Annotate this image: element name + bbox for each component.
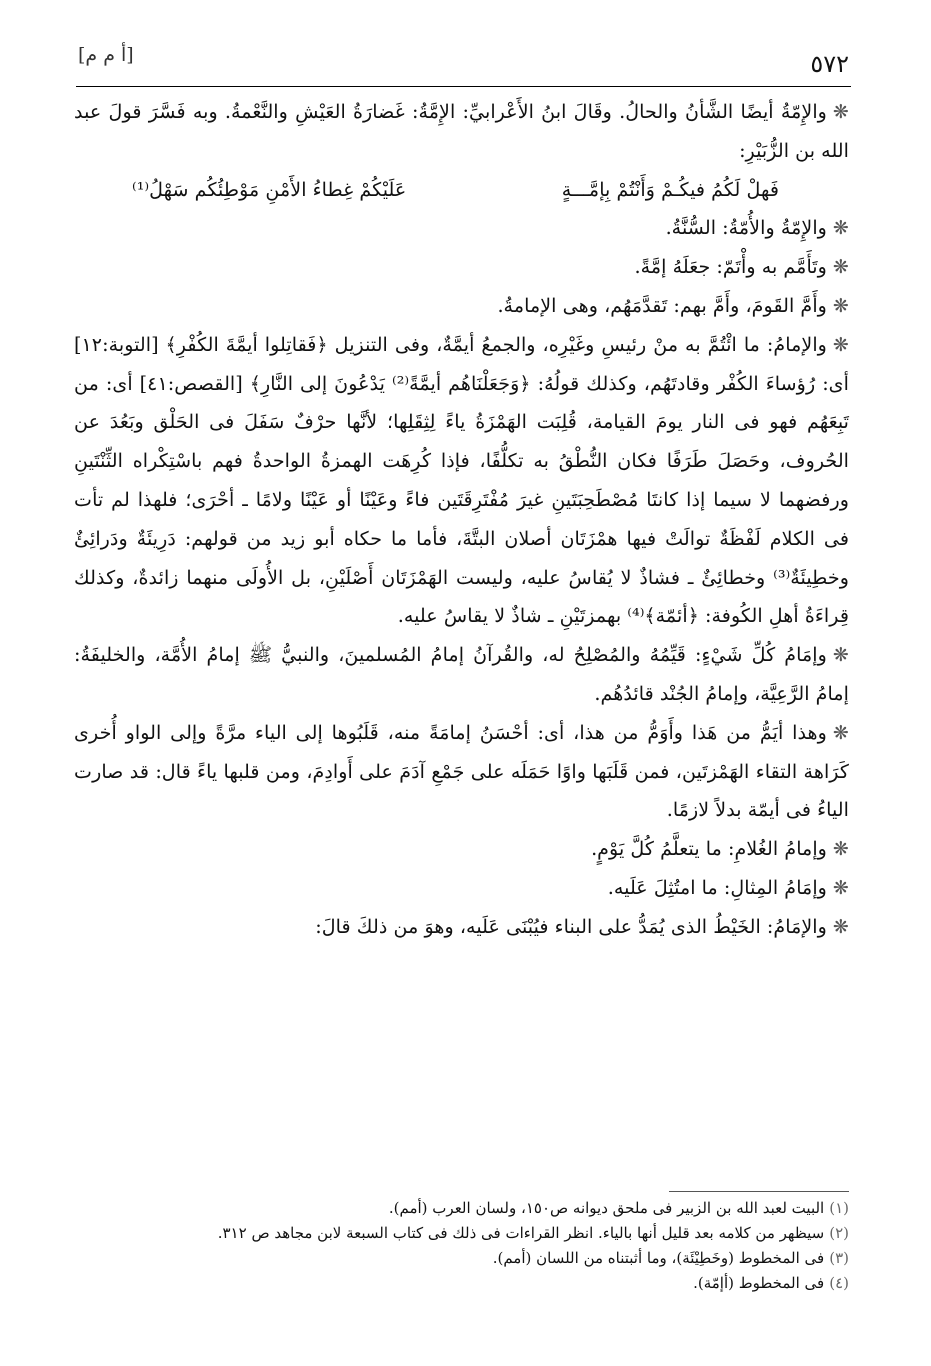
poetry-verse xyxy=(74,171,849,210)
paragraph: ❋والإمامُ: ما ائْتُمَّ به منْ رئيسِ وغَيْرِه، والجمعُ أيمَّةٌ، وفى التنزيل ﴿فَقاتِلوا أيمَّةَ الكُفْرِ﴾ [التوبة:١٢] أى: رُؤساءَ الكُفْر وقادتَهُم، وكذلك قولُهُ: ﴿وَجَعَلْنَاهُم أيمَّةً⁽²⁾ يَدْعُونَ إلى النَّارِ﴾ [القصص:٤١] أى: من تَبِعَهُم فهو فى النار يومَ القيامة، قُلِبَت الهَمْزَةُ ياءً لِثِقَلِها؛ لأنَّها حرْفٌ سَفَلَ فى الحَلْق وبَعُدَ عن الحُروف، وحَصَلَ طَرَفًا فكان النُّطْقُ به تكلُّفًا، فإذا كُرِهَت الهمزةُ الواحدةُ فهم باسْتِكْراه الثِّنْتَينِ ورفضهما لا سيما إذا كانتَا مُصْطَحِبَتَينِ غيرَ مُفْتَرِقَتَين فاءً وعَيْنًا أو عَيْنًا ولامًا ـ أحْرَى؛ فلهذا لم تأت فى الكلام لَفْظَةٌ توالَتْ فيها همْزَتَان أصلان البتَّةَ، فأما ما حكاه أبو زيد من قولهم: دَرِيئَةٌ ودَرائِئٌ وخطِيئَةٌ⁽³⁾ وخطائِئٌ ـ فشاذٌ لا يُقاسُ عليه، وليست الهَمْزَتَان أَصْلَيْنِ، بل الأُولَى منهما زائدةٌ، وكذلك قِراءَةُ أهلِ الكُوفة: ﴿أئمّة﴾⁽⁴⁾ بهمزتَيْنِ ـ شاذٌ لا يقاسُ عليه. xyxy=(74,332,850,628)
paragraph: ❋والإِمّةُ أيضًا الشَّأنُ والحالُ. وقَالَ ابنُ الأَعْرابيِّ: الإِمَّةُ: غَضارَةُ العَيْشِ والنَّعْمةُ. وبه فَسَّرَ قولَ عبد الله بن الزُّبَيْرِ: xyxy=(74,100,849,162)
verse-second-hemistich: عَلَيْكُمْ غِطاءُ الأَمْنِ مَوْطِئُكُم سَهْلُ⁽¹⁾ xyxy=(132,177,407,201)
paragraph: ❋والإمَامُ: الخَيْطُ الذى يُمَدُّ على البناء فيُبْنَى عَلَيه، وهوَ من ذلكَ قالَ: xyxy=(315,914,849,938)
page-header xyxy=(78,42,849,82)
star-icon: ❋ xyxy=(832,720,849,744)
star-icon: ❋ xyxy=(832,837,849,861)
paragraph: ❋والإِمّةُ والأُمّةُ: السُّنَّةُ. xyxy=(665,216,849,240)
star-icon: ❋ xyxy=(832,216,849,240)
star-icon: ❋ xyxy=(832,255,849,279)
paragraph: ❋وهذا أيَمُّ من هَذا وأَوَمُّ من هذا، أى: أحْسَنُ إمامَةً منه، قَلَبُوها إلى الياء مرَّةً وإلى الواو أُخرى كَرَاهة التقاء الهَمْزتَين، فمن قَلَبَها واوًا حَمَلَه على جَمْعِ آدَمَ على أَوادِمَ، ومن قلبها ياءً قال: قد صارت الياءُ فى أيمّة بدلاً لازمًا. xyxy=(74,720,849,822)
footnote: (٢)سيظهر من كلامه بعد قليل أنها بالياء. انظر القراءات فى ذلك فى كتاب السبعة لابن مجاهد ص ٣١٢. xyxy=(217,1224,849,1242)
footnote-rule xyxy=(669,1191,849,1192)
star-icon: ❋ xyxy=(832,875,849,899)
footnote: (١)البيت لعبد الله بن الزبير فى ملحق ديوانه ص١٥٠، ولسان العرب (أمم). xyxy=(388,1199,849,1217)
star-icon: ❋ xyxy=(832,643,849,667)
paragraph: ❋وتَأَمَّم به وأْتَمّ: جعَلَهُ إمَّةً. xyxy=(634,255,849,279)
main-text xyxy=(74,93,849,947)
star-icon: ❋ xyxy=(832,100,849,123)
star-icon: ❋ xyxy=(832,914,849,938)
paragraph: ❋وإمَامُ المِثالِ: ما امتُثِلَ عَلَيه. xyxy=(607,875,849,899)
star-icon: ❋ xyxy=(832,332,849,356)
paragraph: ❋وإمَامُ كُلِّ شَيْءٍ: قَيِّمُهُ والمُصْلِحُ له، والقُرآنُ إمامُ المُسلمينَ، والنبيُّ ﷺ إمامُ الأُمَّة، والخليفَةُ: إمامُ الرَّعِيَّة، وإمامُ الجُنْد قائدُهُم. xyxy=(74,643,849,705)
verse-first-hemistich: فَهلْ لَكُمُ فيكُـمْ وَأَنْتُمْ بِإمَّـــةٍ xyxy=(561,177,779,201)
paragraph: ❋وإمامُ الغُلامِ: ما يتعلَّمُ كُلَّ يَوْمٍ. xyxy=(591,837,849,861)
star-icon: ❋ xyxy=(832,293,849,317)
page-number: ٥٧٢ xyxy=(810,50,849,78)
footnotes xyxy=(110,1196,849,1296)
footnote: (٤)فى المخطوط (أإمّة). xyxy=(693,1274,849,1292)
footnote: (٣)فى المخطوط (وخَطِيْئَة)، وما أثبتناه من اللسان (أمم). xyxy=(492,1249,849,1267)
header-rule xyxy=(76,86,851,87)
paragraph: ❋وأَمَّ القَومَ، وأَمَّ بهم: تَقدَّمَهُم، وهى الإمامةُ. xyxy=(497,293,849,317)
root-tag: [أ م م] xyxy=(78,44,134,66)
